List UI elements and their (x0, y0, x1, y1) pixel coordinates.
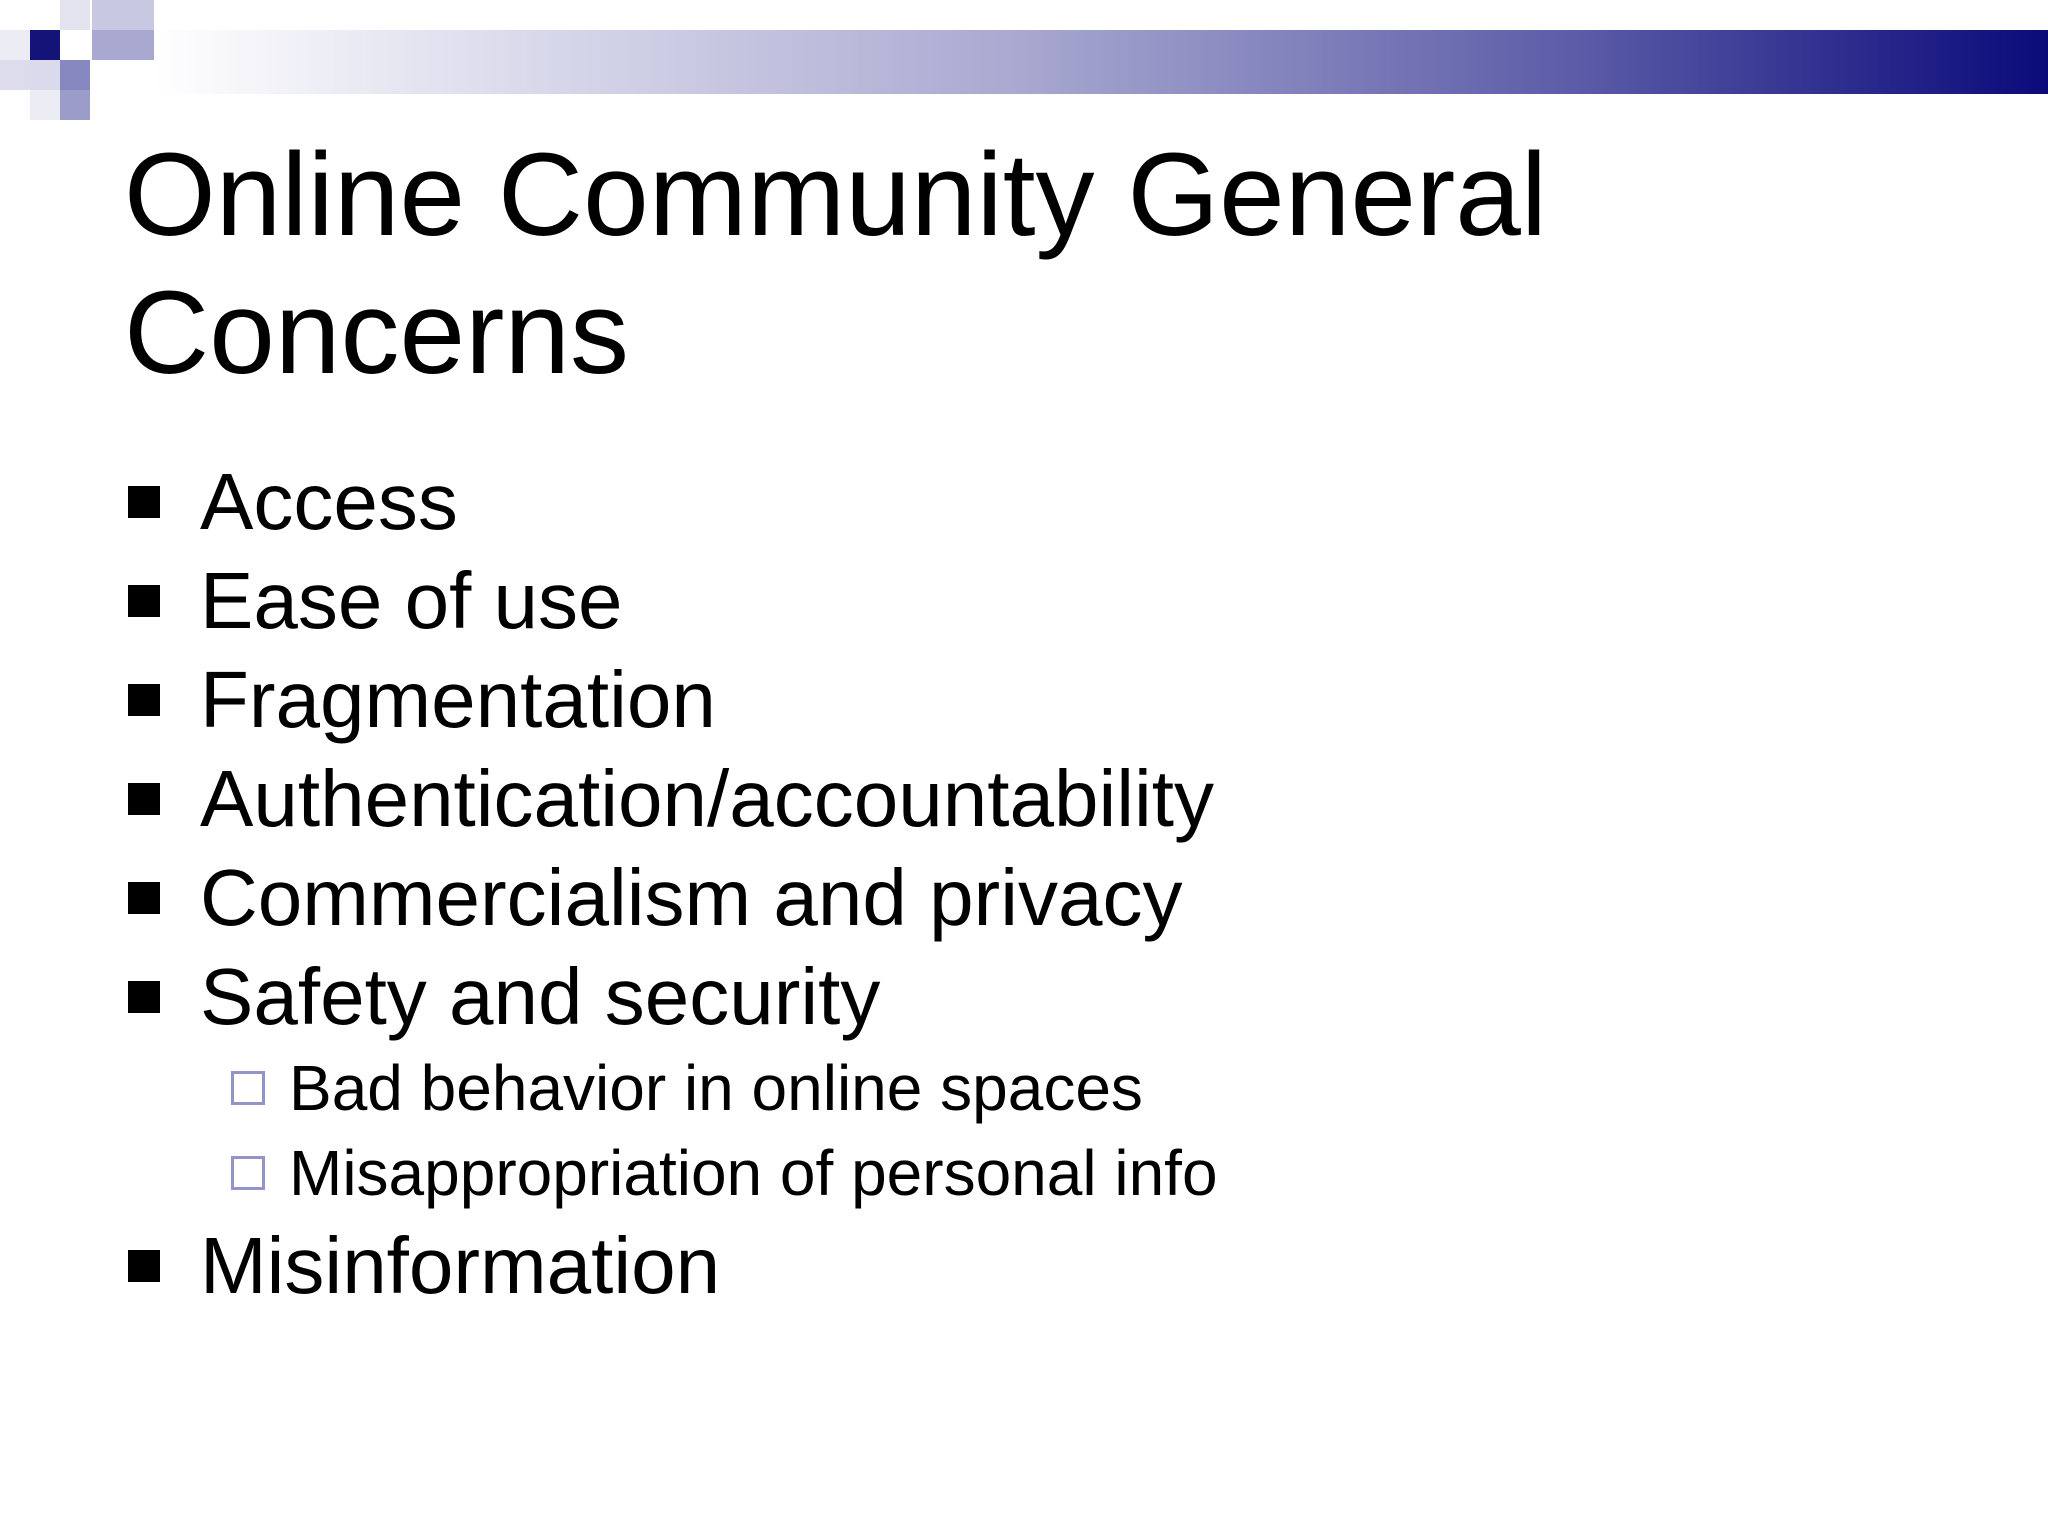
bullet-item (124, 749, 1924, 848)
sub-bullet-text: Misappropriation of personal info (289, 1137, 1218, 1209)
slide-title-line: Concerns (124, 267, 630, 399)
decor-square (92, 0, 154, 30)
decor-square (92, 30, 154, 60)
bullet-text: Ease of use (200, 556, 623, 645)
bullet-item (124, 848, 1924, 947)
bullet-item (124, 452, 1924, 551)
bullet-text: Fragmentation (200, 655, 716, 744)
bullet-item (124, 947, 1924, 1046)
decor-square (60, 90, 90, 120)
slide-title (124, 126, 1924, 402)
bullet-text: Commercialism and privacy (200, 853, 1183, 942)
hollow-square-bullet-icon (231, 1156, 265, 1190)
filled-square-bullet-icon (128, 783, 160, 815)
bullet-text: Misinformation (200, 1221, 721, 1310)
filled-square-bullet-icon (128, 486, 160, 518)
sub-bullet-text: Bad behavior in online spaces (289, 1052, 1143, 1124)
slide-title-line: Online Community General (124, 129, 1548, 261)
decor-square-accent (30, 30, 60, 60)
sub-bullet-item (124, 1131, 1924, 1216)
header-gradient-bar (154, 30, 2048, 94)
filled-square-bullet-icon (128, 684, 160, 716)
decor-square (60, 60, 90, 90)
bullet-list (124, 452, 1924, 1315)
filled-square-bullet-icon (128, 585, 160, 617)
decor-square (0, 30, 30, 60)
filled-square-bullet-icon (128, 1250, 160, 1282)
hollow-square-bullet-icon (231, 1071, 265, 1105)
bullet-item (124, 551, 1924, 650)
bullet-text: Authentication/accountability (200, 754, 1214, 843)
decor-square (30, 90, 60, 120)
decor-square (30, 60, 60, 90)
bullet-item (124, 1216, 1924, 1315)
bullet-text: Access (200, 457, 458, 546)
bullet-text: Safety and security (200, 952, 881, 1041)
decor-square (0, 60, 30, 90)
filled-square-bullet-icon (128, 981, 160, 1013)
sub-bullet-item (124, 1046, 1924, 1131)
decor-square (60, 0, 90, 30)
bullet-item (124, 650, 1924, 749)
filled-square-bullet-icon (128, 882, 160, 914)
